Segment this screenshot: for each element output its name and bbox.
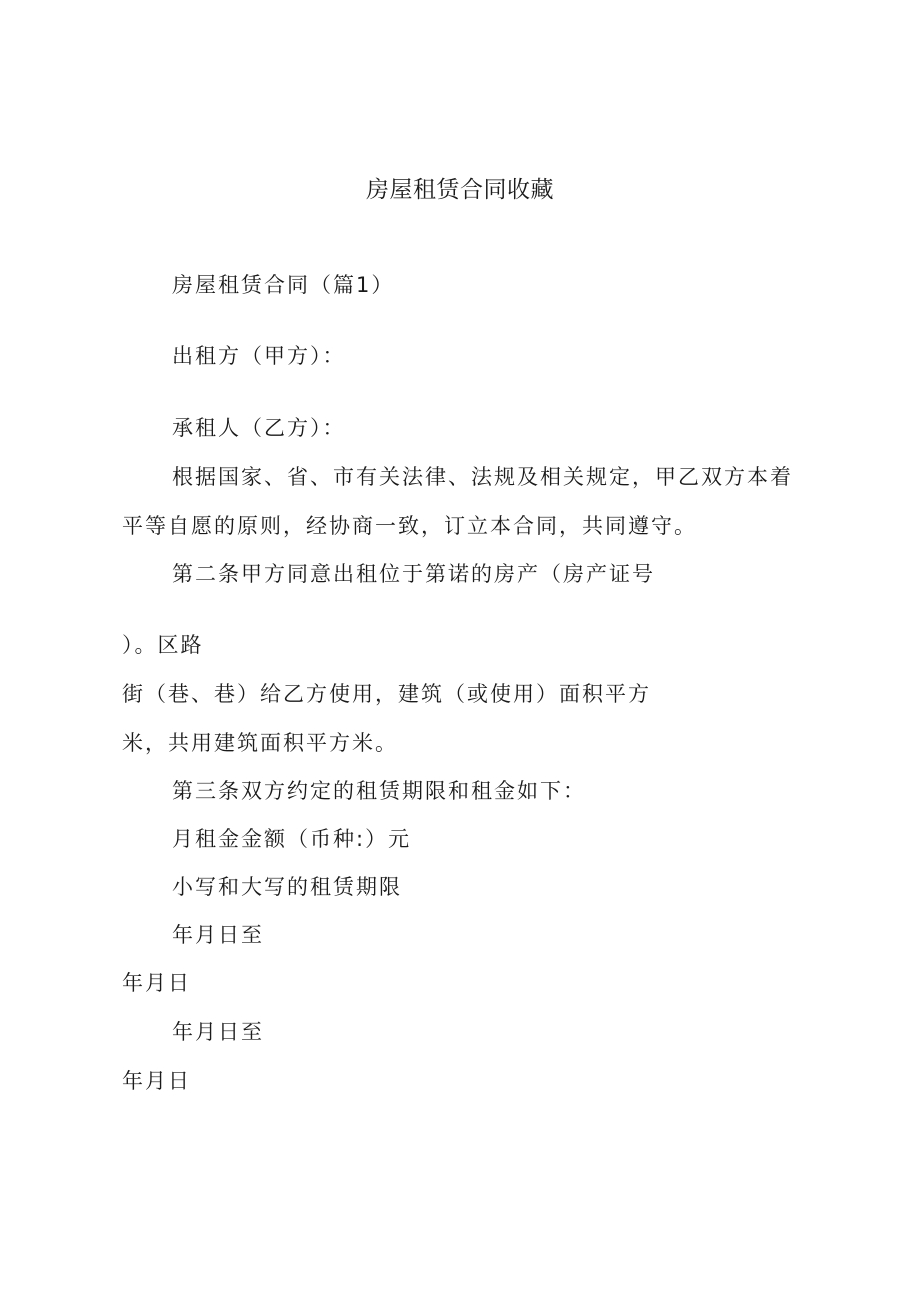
paragraph-line: 平等自愿的原则，经协商一致，订立本合同，共同遵守。	[122, 514, 697, 538]
date-range-end: 年月日	[122, 1069, 191, 1093]
section-heading: 房屋租赁合同（篇1）	[172, 273, 395, 297]
clause-two-line: 米，共用建筑面积平方米。	[122, 731, 398, 755]
rent-amount-line: 月租金金额（币种:）元	[172, 827, 412, 851]
clause-two-line: ）。区路	[122, 633, 204, 657]
document-title: 房屋租赁合同收藏	[366, 177, 554, 203]
lessee-label: 承租人（乙方）：	[172, 416, 346, 440]
lessor-label: 出租方（甲方）：	[172, 344, 346, 368]
lease-term-line: 小写和大写的租赁期限	[172, 875, 402, 899]
date-range-end: 年月日	[122, 971, 191, 995]
clause-two-line: 第二条甲方同意出租位于第诺的房产（房产证号	[172, 562, 655, 586]
paragraph-line: 根据国家、省、市有关法律、法规及相关规定，甲乙双方本着	[172, 465, 793, 489]
clause-three-line: 第三条双方约定的租赁期限和租金如下：	[172, 779, 586, 803]
date-range-start: 年月日至	[172, 1020, 264, 1044]
clause-two-line: 街（巷、巷）给乙方使用，建筑（或使用）面积平方	[122, 682, 651, 706]
date-range-start: 年月日至	[172, 923, 264, 947]
